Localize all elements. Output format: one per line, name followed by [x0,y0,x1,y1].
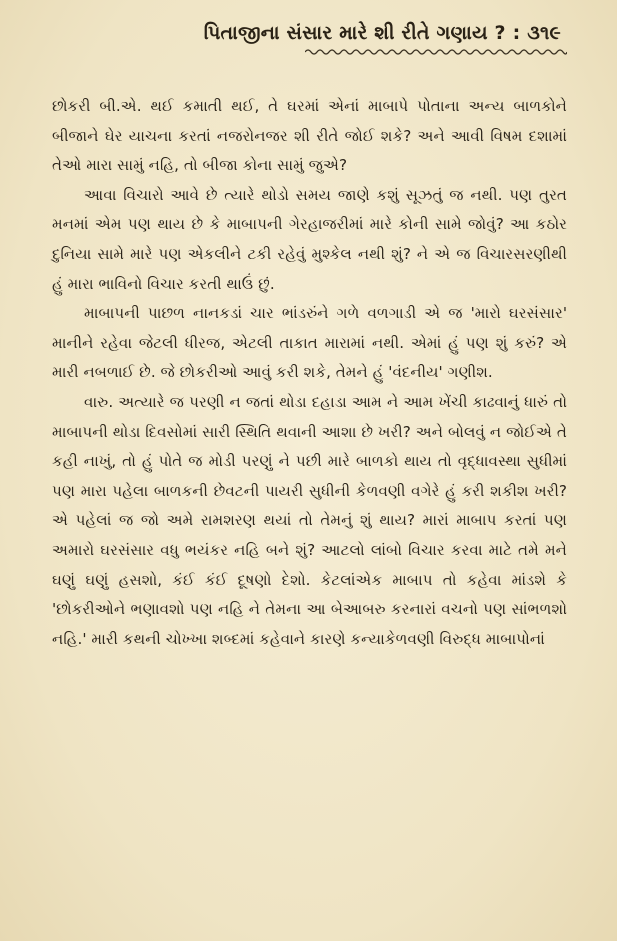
running-head-wavy-underline [305,48,567,56]
running-head: પિતાજીના સંસાર મારે શી રીતે ગણાય ? : ૩૧૯ [203,22,561,44]
paragraph-1: છોકરી બી.એ. થઈ કમાતી થઈ, તે ઘરમાં એનાં માબાપે પોતાના અન્ય બાળકોને બીજાને ઘેર યાચના કરતાં નજરોનજર શી રીતે જોઈ શકે? અને આવી વિષમ દશામાં તેઓ મારા સામું નહિ, તો બીજા કોના સામું જુએ? [52,97,567,175]
paragraph-2: આવા વિચારો આવે છે ત્યારે થોડો સમય જાણે કશું સૂઝતું જ નથી. પણ તુરત મનમાં એમ પણ થાય છે કે માબાપની ગેરહાજરીમાં મારે કોની સામે જોવું? આ કઠોર દુનિયા સામે મારે પણ એકલીને ટકી રહેવું મુશ્કેલ નથી શું? ને એ જ વિચારસરણીથી હું મારા ભાવિનો વિચાર કરતી થાઉં છું. [52,185,567,293]
paragraph-3: માબાપની પાછળ નાનકડાં ચાર ભાંડરુંને ગળે વળગાડી એ જ 'મારો ઘરસંસાર' માનીને રહેવા જેટલી ધીરજ, એટલી તાકાત મારામાં નથી. એમાં હું પણ શું કરું? એ મારી નબળાઈ છે. જે છોકરીઓ આવું કરી શકે, તેમને હું 'વંદનીય' ગણીશ. [52,304,567,382]
paragraph-4: વારુ. અત્યારે જ પરણી ન જતાં થોડા દહાડા આમ ને આમ ખેંચી કાઢવાનું ધારું તો માબાપની થોડા દિવસોમાં સારી સ્થિતિ થવાની આશા છે ખરી? અને બોલવું ન જોઈએ તે કહી નાખું, તો હું પોતે જ મોડી પરણું ને પછી મારે બાળકો થાય તો વૃદ્ધાવસ્થા સુધીમાં પણ મારા પહેલા બાળકની છેવટની પાયરી સુધીની કેળવણી વગેરે હું કરી શકીશ ખરી? એ પહેલાં જ જો અમે રામશરણ થયાં તો તેમનું શું થાય? મારાં માબાપ કરતાં પણ અમારો ઘરસંસાર વધુ ભયંકર નહિ બને શું? આટલો લાંબો વિચાર કરવા માટે તમે મને ઘણું ઘણું હસશો, કંઈ કંઈ દૂષણો દેશો. કેટલાંએક માબાપ તો કહેવા માંડશે કે 'છોકરીઓને ભણાવશો પણ નહિ ને તેમના આ બેઆબરુ કરનારાં વચનો પણ સાંભળશો નહિ.' મારી કથની ચોખ્ખા શબ્દમાં કહેવાને કારણે કન્યાકેળવણી વિરુદ્ધ માબાપોનાં [52,392,567,648]
body-text [52,92,567,654]
